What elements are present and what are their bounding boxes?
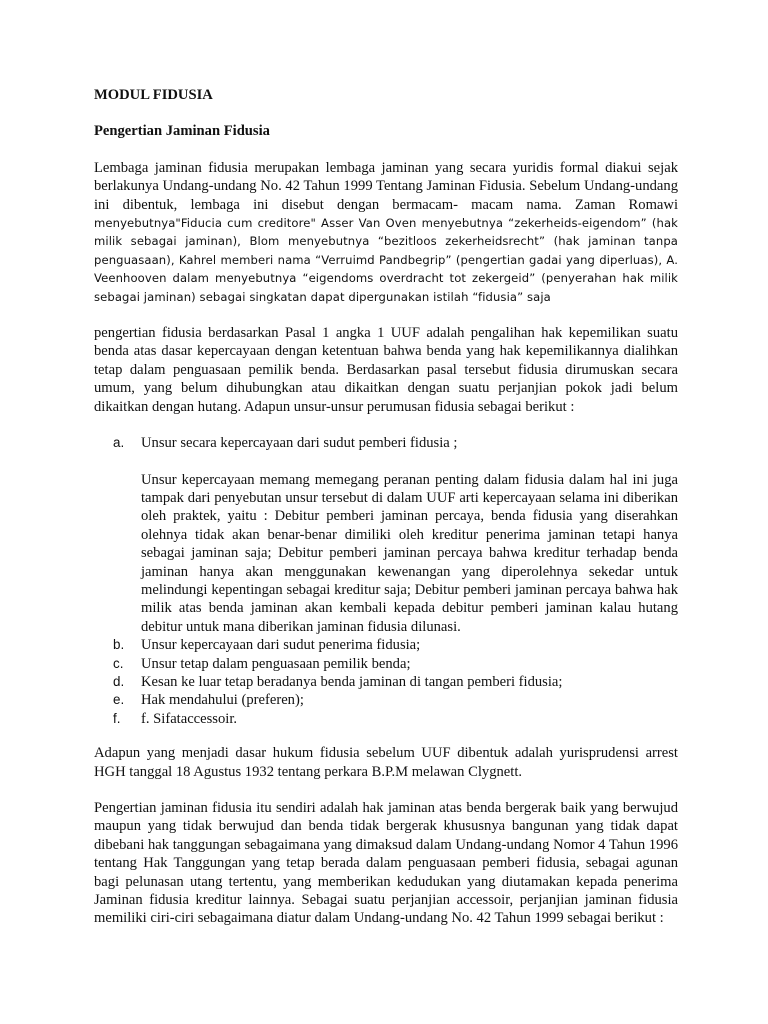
paragraph-legal-basis: Adapun yang menjadi dasar hukum fidusia sebelum UUF dibentuk adalah yurisprudensi arrest HGH tanggal 18 Agustus 1932 tentang perkara B.P.M melawan Clygnett. [94,745,678,780]
list-item [94,636,678,654]
list-item-text: Unsur secara kepercayaan dari sudut pemberi fidusia ; [141,435,458,452]
paragraph-history-part1: Lembaga jaminan fidusia merupakan lembaga jaminan yang secara yuridis formal diakui sejak berlakunya Undang-undang No. 42 Tahun 1999 Tentang Jaminan Fidusia. Sebelum Undang-undang ini dibentuk, lembaga ini disebut dengan bermacam- macam nama. Zaman Romawi [94,159,678,213]
list-item [94,710,678,728]
section-heading: Pengertian Jaminan Fidusia [94,123,270,140]
list-marker: b. [113,637,125,653]
list-item [94,691,678,709]
list-item-text: f. Sifataccessoir. [141,710,238,727]
list-marker: d. [113,673,125,689]
elements-list [94,434,678,728]
list-item-text: Hak mendahului (preferen); [141,692,304,709]
document-title: MODUL FIDUSIA [94,87,213,103]
paragraph-history [94,159,678,306]
list-item-text: Unsur kepercayaan dari sudut penerima fidusia; [141,637,421,654]
list-marker: e. [113,692,125,708]
list-item-detail: Unsur kepercayaan memang memegang peranan penting dalam fidusia dalam hal ini juga tampak dari penyebutan unsur tersebut di dalam UUF arti kepercayaan selama ini diberikan oleh praktek, yaitu : Debitur pemberi jaminan percaya, benda fidusia yang diserahkan olehnya tidak akan benar-benar dimiliki oleh kreditur penerima jaminan tetapi hanya sebagai jaminan saja; Debitur pemberi jaminan percaya bahwa kreditur terhadap benda jaminan hanya akan menggunakan kewenangan yang diperolehnya sekedar untuk melindungi kepentingan sebagai kreditur saja; Debitur pemberi jaminan percaya bahwa hak milik atas benda jaminan akan kembali kepada debitur pemberi jaminan kalau hutang debitur untuk mana diberikan jaminan fidusia dilunasi. [141,471,678,635]
list-item [94,434,678,636]
list-marker: c. [113,655,124,671]
paragraph-fiduciary-guarantee: Pengertian jaminan fidusia itu sendiri adalah hak jaminan atas benda bergerak baik yang berwujud maupun yang tidak berwujud dan benda tidak bergerak khususnya bangunan yang tidak dapat dibebani hak tanggungan sebagaimana yang dimaksud dalam Undang-undang Nomor 4 Tahun 1996 tentang Hak Tanggungan yang tetap berada dalam penguasaan pemberi fidusia, sebagai agunan bagi pelunasan utang tertentu, yang memberikan kedudukan yang diutamakan kepada penerima Jaminan fidusia kreditur lainnya. Sebagai suatu perjanjian accessoir, perjanjian jaminan fidusia memiliki ciri-ciri sebagaimana diatur dalam Undang-undang No. 42 Tahun 1999 sebagai berikut : [94,800,678,927]
list-marker: f. [113,710,121,726]
list-item-text: Unsur tetap dalam penguasaan pemilik benda; [141,655,411,672]
paragraph-history-part2: menyebutnya"Fiducia cum creditore" Asser Van Oven menyebutnya “zekerheids-eigendom” (hak milik sebagai jaminan), Blom menyebutnya “bezitloos zekerheidsrecht” (hak jaminan tanpa penguasaan), Kahrel memberi nama “Verruimd Pandbegrip” (pengertian gadai yang diperluas), A. Veenhooven dalam menyebutnya “eigendoms overdracht tot zekergeid” (penyerahan hak milik sebagai jaminan) sebagai singkatan dapat dipergunakan istilah “fidusia” saja [94,216,678,304]
list-item-text: Kesan ke luar tetap beradanya benda jaminan di tangan pemberi fidusia; [141,673,563,690]
list-item [94,655,678,673]
list-item [94,673,678,691]
paragraph-definition: pengertian fidusia berdasarkan Pasal 1 angka 1 UUF adalah pengalihan hak kepemilikan suatu benda atas dasar kepercayaan dengan ketentuan bahwa benda yang hak kepemilikannya dialihkan tetap dalam penguasaan pemilik benda. Berdasarkan pasal tersebut fidusia dirumuskan secara umum, yang belum dihubungkan atau dikaitkan dengan suatu perjanjian pokok jadi belum dikaitkan dengan hutang. Adapun unsur-unsur perumusan fidusia sebagai berikut : [94,325,678,415]
list-marker: a. [113,435,125,451]
